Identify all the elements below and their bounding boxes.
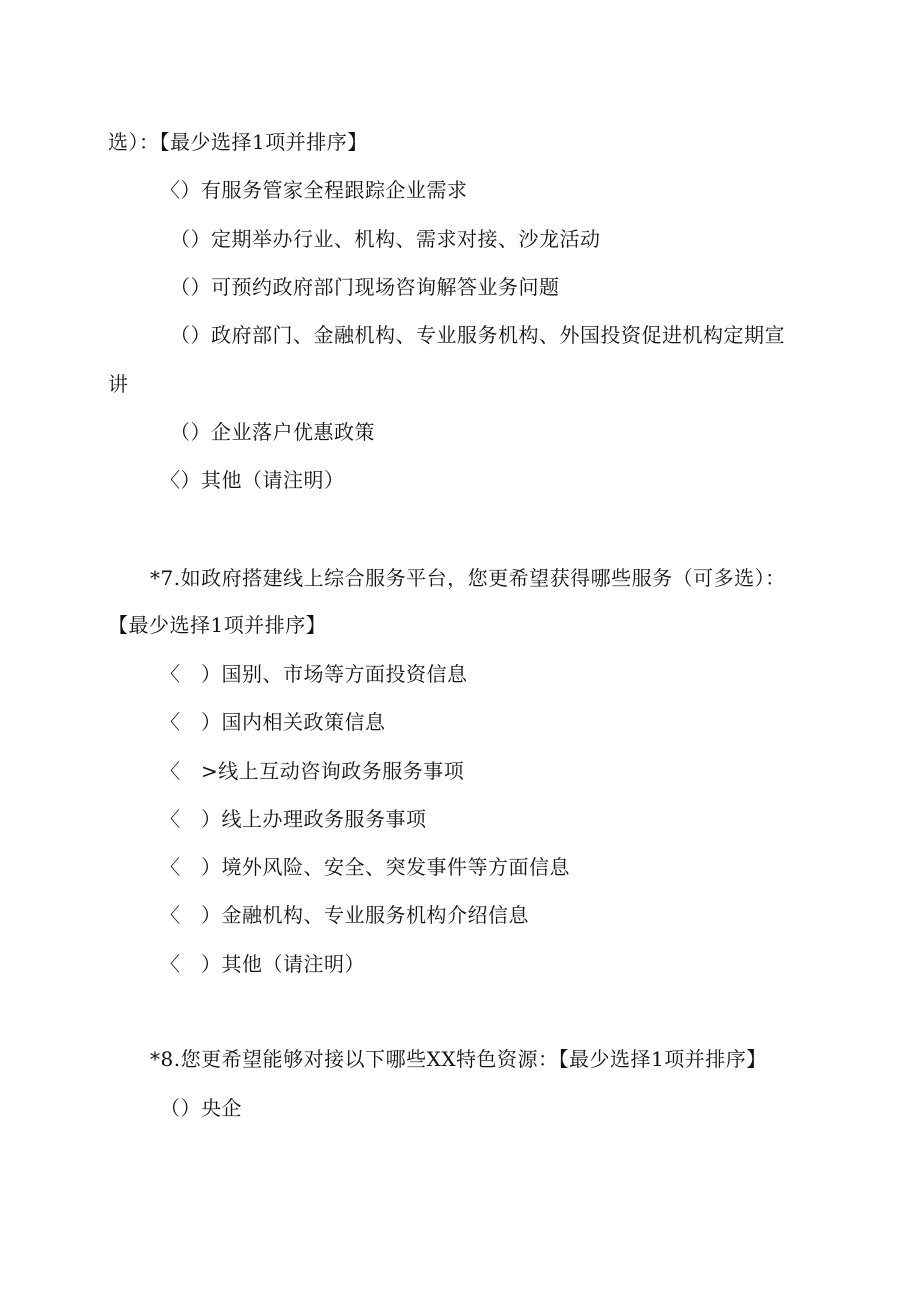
q7-option-other: 〈 ）其他（请注明）	[160, 952, 365, 976]
q7-option-investment-info: 〈 ）国别、市场等方面投资信息	[160, 662, 468, 686]
q8-option-central-soe: （）央企	[160, 1096, 242, 1120]
q6-option-regular-briefings: （）政府部门、金融机构、专业服务机构、外国投资促进机构定期宣	[170, 323, 785, 347]
q6-question-continuation: 选）：【最少选择1项并排序】	[108, 130, 368, 154]
q6-option-preferential-policy: （）企业落户优惠政策	[170, 420, 375, 444]
q7-option-overseas-risk: 〈 ）境外风险、安全、突发事件等方面信息	[160, 855, 570, 879]
q7-option-online-processing: 〈 ）线上办理政务服务事项	[160, 807, 427, 831]
q8-question: *8.您更希望能够对接以下哪些XX特色资源：【最少选择1项并排序】	[150, 1047, 767, 1071]
q7-question-wrap: 【最少选择1项并排序】	[108, 613, 327, 637]
q7-question: *7.如政府搭建线上综合服务平台，您更希望获得哪些服务（可多选）：	[150, 566, 786, 590]
q6-option-regular-events: （）定期举办行业、机构、需求对接、沙龙活动	[170, 227, 601, 251]
q6-option-regular-briefings-wrap: 讲	[108, 372, 129, 396]
q6-option-onsite-consultation: （）可预约政府部门现场咨询解答业务问题	[170, 275, 560, 299]
q6-option-other: 〈）其他（请注明）	[160, 468, 345, 492]
q6-option-service-manager: 〈）有服务管家全程跟踪企业需求	[160, 178, 468, 202]
q7-option-online-consultation: 〈 >线上互动咨询政务服务事项	[160, 759, 465, 783]
q7-option-institution-info: 〈 ）金融机构、专业服务机构介绍信息	[160, 903, 529, 927]
q7-option-domestic-policy: 〈 ）国内相关政策信息	[160, 710, 386, 734]
